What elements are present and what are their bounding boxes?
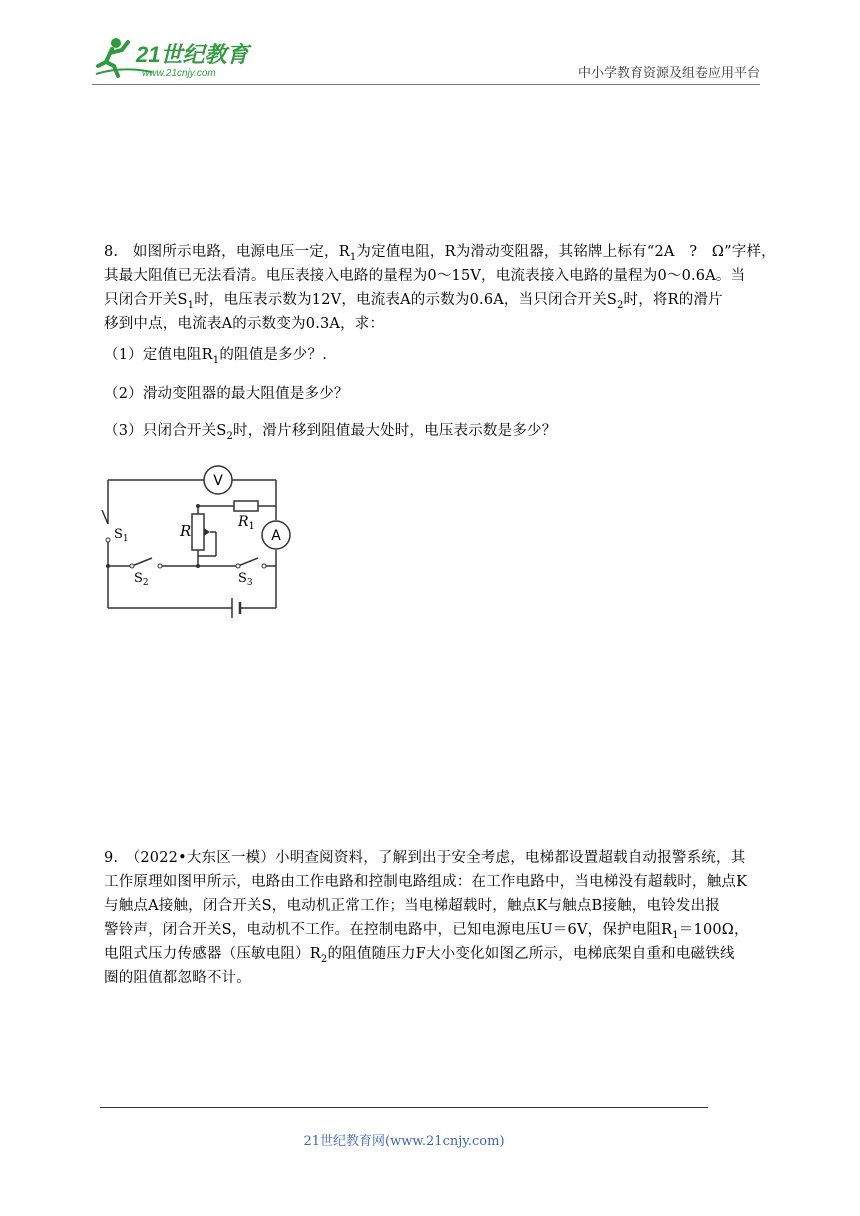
s1-label: $S_1$ <box>114 527 129 544</box>
header-divider <box>92 84 760 85</box>
s3-label: $S_3$ <box>238 571 253 588</box>
resistor-r1 <box>234 501 258 511</box>
s2-label: $S_2$ <box>134 571 149 588</box>
q9-line-6: 圈的阻值都忽略不计。 <box>104 970 251 986</box>
header-slogan: 中小学教育资源及组卷应用平台 <box>577 66 760 81</box>
q9-line-3: 与触点A接触，闭合开关S，电动机正常工作；当电梯超载时，触点K与触点B接触，电铃发出报 <box>104 898 720 914</box>
q9-line-5: 电阻式压力传感器（压敏电阻）$R_2$的阻值随压力F大小变化如图乙所示，电梯底架自重和电磁铁线 <box>104 946 735 965</box>
q9-line-1: 9. （2022•大东区一模）小明查阅资料，了解到出于安全考虑，电梯都设置超载自动报警系统，其 <box>104 850 746 866</box>
q9-line-4: 警铃声，闭合开关S，电动机不工作。在控制电路中，已知电源电压U＝6V，保护电阻$R_1=100\Omega$， <box>104 922 749 941</box>
q8-line-1: 8. 如图所示电路，电源电压一定，$R_1$为定值电阻，R为滑动变阻器，其铭牌上标有“2A ? Ω”字样， <box>104 244 776 263</box>
q8-line-4: 移到中点，电流表A的示数变为0.3A，求： <box>104 316 385 332</box>
site-logo <box>92 36 262 80</box>
ammeter-label: A <box>271 528 281 544</box>
question-9 <box>104 846 764 990</box>
question-8 <box>104 240 776 336</box>
q8-subquestion-2: （2）滑动变阻器的最大阻值是多少？ <box>104 386 349 402</box>
r-label: R <box>180 522 192 540</box>
rheostat-r <box>192 514 204 550</box>
r1-label: $R_1$ <box>238 514 255 532</box>
q9-line-2: 工作原理如图甲所示，电路由工作电路和控制电路组成：在工作电路中，当电梯没有超载时，触点K <box>104 874 748 890</box>
footer-divider <box>100 1107 708 1108</box>
footer-link[interactable]: 21世纪教育网(www.21cnjy.com) <box>303 1134 505 1149</box>
q8-subquestion-3: （3）只闭合开关$S_2$时，滑片移到阻值最大处时，电压表示数是多少？ <box>104 423 557 442</box>
circuit-diagram <box>100 458 300 620</box>
voltmeter-label: V <box>213 473 223 489</box>
q8-line-2: 其最大阻值已无法看清。电压表接入电路的量程为0～15V，电流表接入电路的量程为0～0.6A。当 <box>104 268 746 284</box>
logo-text: 21世纪教育 <box>136 42 249 67</box>
q8-line-3: 只闭合开关$S_1$时，电压表示数为12V，电流表A的示数为0.6A，当只闭合开关$S_2$时，将R的滑片 <box>104 292 723 311</box>
logo-url: www.21cnjy.com <box>142 68 216 79</box>
q8-subquestion-1: （1）定值电阻$R_1$的阻值是多少？. <box>104 347 328 366</box>
